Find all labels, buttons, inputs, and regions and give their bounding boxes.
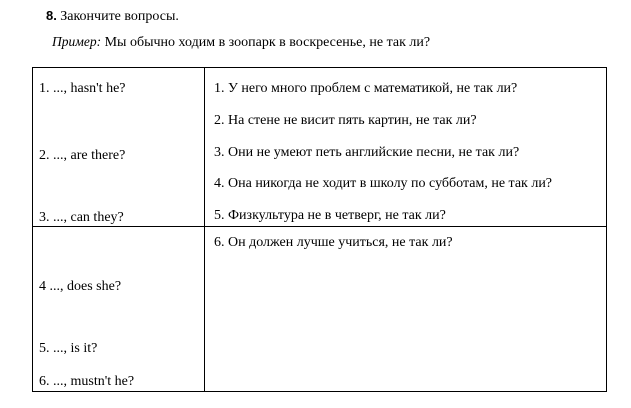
table-row [33,68,606,227]
example-label: Пример: [52,34,102,49]
table-row [33,227,606,391]
answer-item: 4. Она никогда не ходит в школу по субботам, не так ли? [214,176,553,191]
exercise-instruction: Закончите вопросы. [60,9,179,24]
prompt-item: 4 ..., does she? [39,279,122,294]
prompt-item: 3. ..., can they? [39,210,124,225]
prompts-cell [33,68,205,226]
answer-item: 6. Он должен лучше учиться, не так ли? [214,235,453,250]
answer-item: 1. У него много проблем с математикой, не так ли? [214,81,518,96]
prompt-item: 5. ..., is it? [39,341,98,356]
example-line [52,33,430,51]
prompts-cell [33,227,205,391]
example-sentence: Мы обычно ходим в зоопарк в воскресенье, не так ли? [104,35,431,50]
answer-item: 5. Физкультура не в четверг, не так ли? [214,208,446,223]
prompt-item: 2. ..., are there? [39,148,126,163]
exercise-number: 8. [46,8,57,23]
answer-item: 2. На стене не висит пять картин, не так ли? [214,113,477,128]
exercise-heading [46,8,179,25]
answers-cell [205,68,606,226]
answers-cell [205,227,606,391]
answer-item: 3. Они не умеют петь английские песни, не так ли? [214,145,520,160]
questions-table [32,67,607,392]
prompt-item: 6. ..., mustn't he? [39,374,135,389]
prompt-item: 1. ..., hasn't he? [39,81,126,96]
